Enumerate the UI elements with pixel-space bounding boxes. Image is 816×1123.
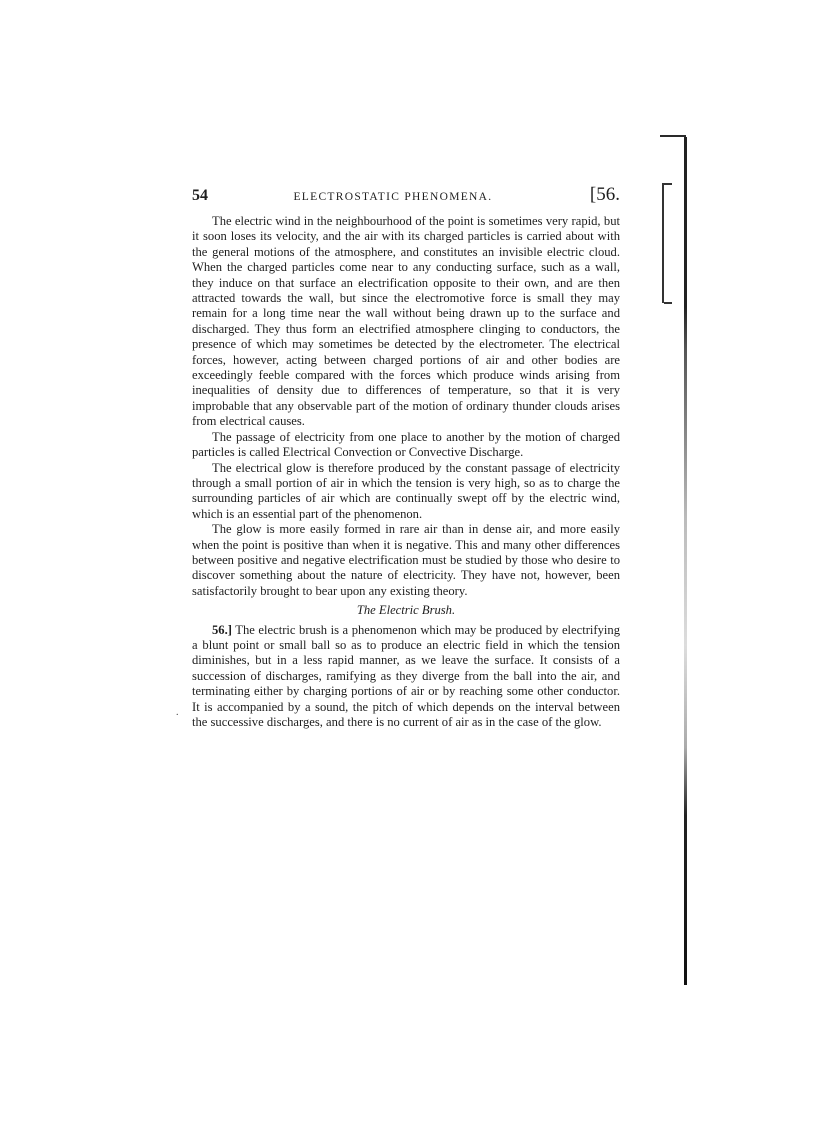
binding-tick <box>664 183 672 185</box>
section-reference: [56. <box>589 184 620 205</box>
binding-right-rule <box>684 137 687 985</box>
paragraph-convection: The passage of electricity from one place to another by the motion of charged particles is called Electrical Convection or Convective Discharge. <box>192 429 620 460</box>
section-56-text: The electric brush is a phenomenon which may be produced by electrifying a blunt point or small ball so as to produce an electric field in which the tension diminishes, but in a less rapid manner, as we leave the surface. It consists of a succession of discharges, ramifying as they diverge from the ball into the air, and terminating either by charging portions of air or by reaching some other conductor. It is accompanied by a sound, the pitch of which depends on the interval between the successive discharges, and there is no current of air as in the case of the glow. <box>192 622 620 729</box>
binding-notch <box>662 183 664 303</box>
page-binding-edge <box>660 135 690 985</box>
binding-tick <box>664 302 672 304</box>
paragraph-section-56 <box>192 623 620 731</box>
paragraph-electrical-glow: The electrical glow is therefore produced by the constant passage of electricity through a small portion of air in which the tension is very high, so as to charge the surrounding particles of air which are continually swept off by the electric wind, which is an essential part of the phenomenon. <box>192 460 620 521</box>
binding-top-rule <box>660 135 686 137</box>
paragraph-electric-wind: The electric wind in the neighbourhood of the point is sometimes very rapid, but it soon loses its velocity, and the air with its charged particles is carried about with the general motions of the atmosphere, and constitutes an invisible electric cloud. When the charged particles come near to any conducting surface, such as a wall, they induce on that surface an electrification opposite to their own, and are then attracted towards the wall, but since the electromotive force is small they may remain for a long time near the wall without being drawn up to the surface and discharged. They thus form an electrified atmosphere clinging to conductors, the presence of which may sometimes be detected by the electrometer. The electrical forces, however, acting between charged portions of air and other bodies are exceedingly feeble compared with the forces which produce winds arising from inequalities of density due to differences of temperature, so that it is very improbable that any observable part of the motion of ordinary thunder clouds arises from electrical causes. <box>192 214 620 429</box>
running-head: ELECTROSTATIC PHENOMENA. <box>293 191 493 203</box>
subheading-electric-brush: The Electric Brush. <box>356 603 456 618</box>
paragraph-glow-rare-air: The glow is more easily formed in rare air than in dense air, and more easily when the point is positive than when it is negative. This and many other differences between positive and negative electrification must be studied by those who desire to discover something about the nature of electricity. They have not, however, been satisfactorily brought to bear upon any existing theory. <box>192 522 620 598</box>
page-number: 54 <box>192 187 208 204</box>
margin-mark: . <box>176 707 179 718</box>
page-header <box>192 184 620 210</box>
section-number: 56.] <box>212 622 232 637</box>
book-page <box>192 184 620 730</box>
